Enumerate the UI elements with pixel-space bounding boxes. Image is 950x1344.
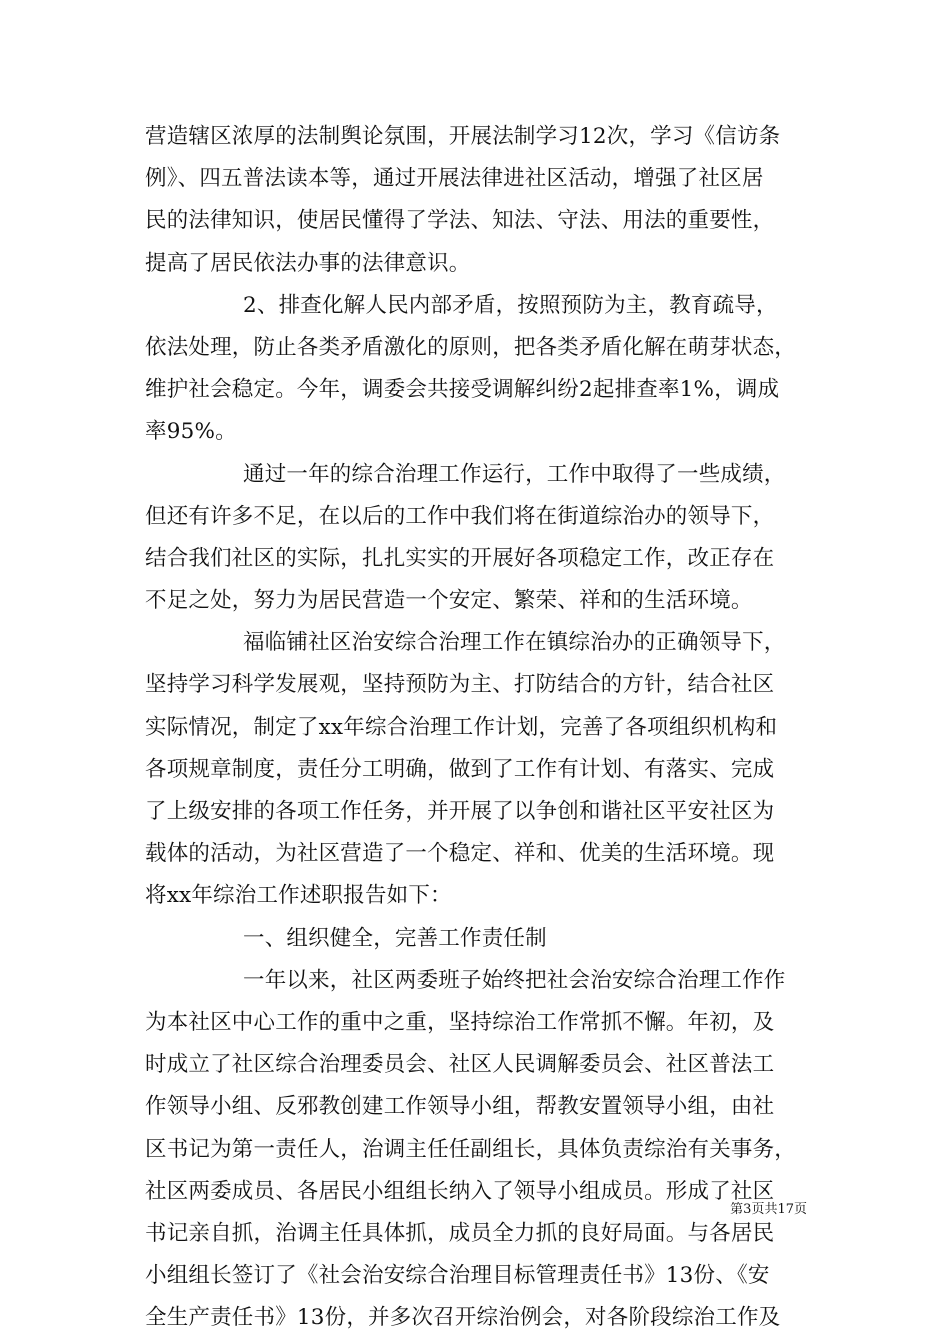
text-line: 率95%。 <box>145 419 237 445</box>
page-number: 第3页共17页 <box>730 1202 807 1217</box>
text-line: 载体的活动，为社区营造了一个稳定、祥和、优美的生活环境。现 <box>145 841 775 867</box>
text-line: 福临铺社区治安综合治理工作在镇综治办的正确领导下， <box>243 630 786 656</box>
text-line: 一、组织健全，完善工作责任制 <box>243 925 547 951</box>
text-line: 不足之处，努力为居民营造一个安定、繁荣、祥和的生活环境。 <box>145 588 753 614</box>
text-line: 各项规章制度，责任分工明确，做到了工作有计划、有落实、完成 <box>145 756 775 782</box>
text-line: 依法处理，防止各类矛盾激化的原则，把各类矛盾化解在萌芽状态， <box>145 334 797 360</box>
text-line: 将xx年综治工作述职报告如下： <box>145 883 452 909</box>
text-line: 维护社会稳定。今年，调委会共接受调解纠纷2起排查率1%，调成 <box>145 377 780 403</box>
text-line: 为本社区中心工作的重中之重，坚持综治工作常抓不懈。年初，及 <box>145 1009 775 1035</box>
text-line: 例》、四五普法读本等，通过开展法律进社区活动，增强了社区居 <box>145 166 764 192</box>
text-line: 通过一年的综合治理工作运行，工作中取得了一些成绩， <box>243 461 786 487</box>
text-line: 一年以来，社区两委班子始终把社会治安综合治理工作作 <box>243 967 786 993</box>
text-line: 实际情况，制定了xx年综合治理工作计划，完善了各项组织机构和 <box>145 714 778 740</box>
text-line: 了上级安排的各项工作任务，并开展了以争创和谐社区平安社区为 <box>145 799 775 824</box>
text-line: 提高了居民依法办事的法律意识。 <box>145 250 471 276</box>
text-line: 社区两委成员、各居民小组组长纳入了领导小组成员。形成了社区 <box>145 1178 775 1204</box>
text-line: 小组组长签订了《社会治安综合治理目标管理责任书》13份、《安 <box>145 1263 770 1289</box>
text-line: 书记亲自抓，治调主任具体抓，成员全力抓的良好局面。与各居民 <box>145 1220 775 1246</box>
text-line: 作领导小组、反邪教创建工作领导小组，帮教安置领导小组，由社 <box>145 1094 775 1120</box>
text-line: 坚持学习科学发展观，坚持预防为主、打防结合的方针，结合社区 <box>145 672 775 698</box>
body-text <box>145 116 807 1339</box>
text-line: 2、排查化解人民内部矛盾，按照预防为主，教育疏导， <box>243 292 778 318</box>
text-line: 全生产责任书》13份，并多次召开综治例会，对各阶段综治工作及 <box>145 1305 781 1331</box>
text-line: 时成立了社区综合治理委员会、社区人民调解委员会、社区普法工 <box>145 1052 775 1078</box>
text-line: 营造辖区浓厚的法制舆论氛围，开展法制学习12次，学习《信访条 <box>145 124 781 149</box>
text-line: 结合我们社区的实际，扎扎实实的开展好各项稳定工作，改正存在 <box>145 545 775 571</box>
text-line: 区书记为第一责任人，治调主任任副组长，具体负责综治有关事务， <box>145 1136 797 1162</box>
text-line: 民的法律知识，使居民懂得了学法、知法、守法、用法的重要性， <box>145 208 775 234</box>
text-line: 但还有许多不足，在以后的工作中我们将在街道综治办的领导下， <box>145 503 775 529</box>
